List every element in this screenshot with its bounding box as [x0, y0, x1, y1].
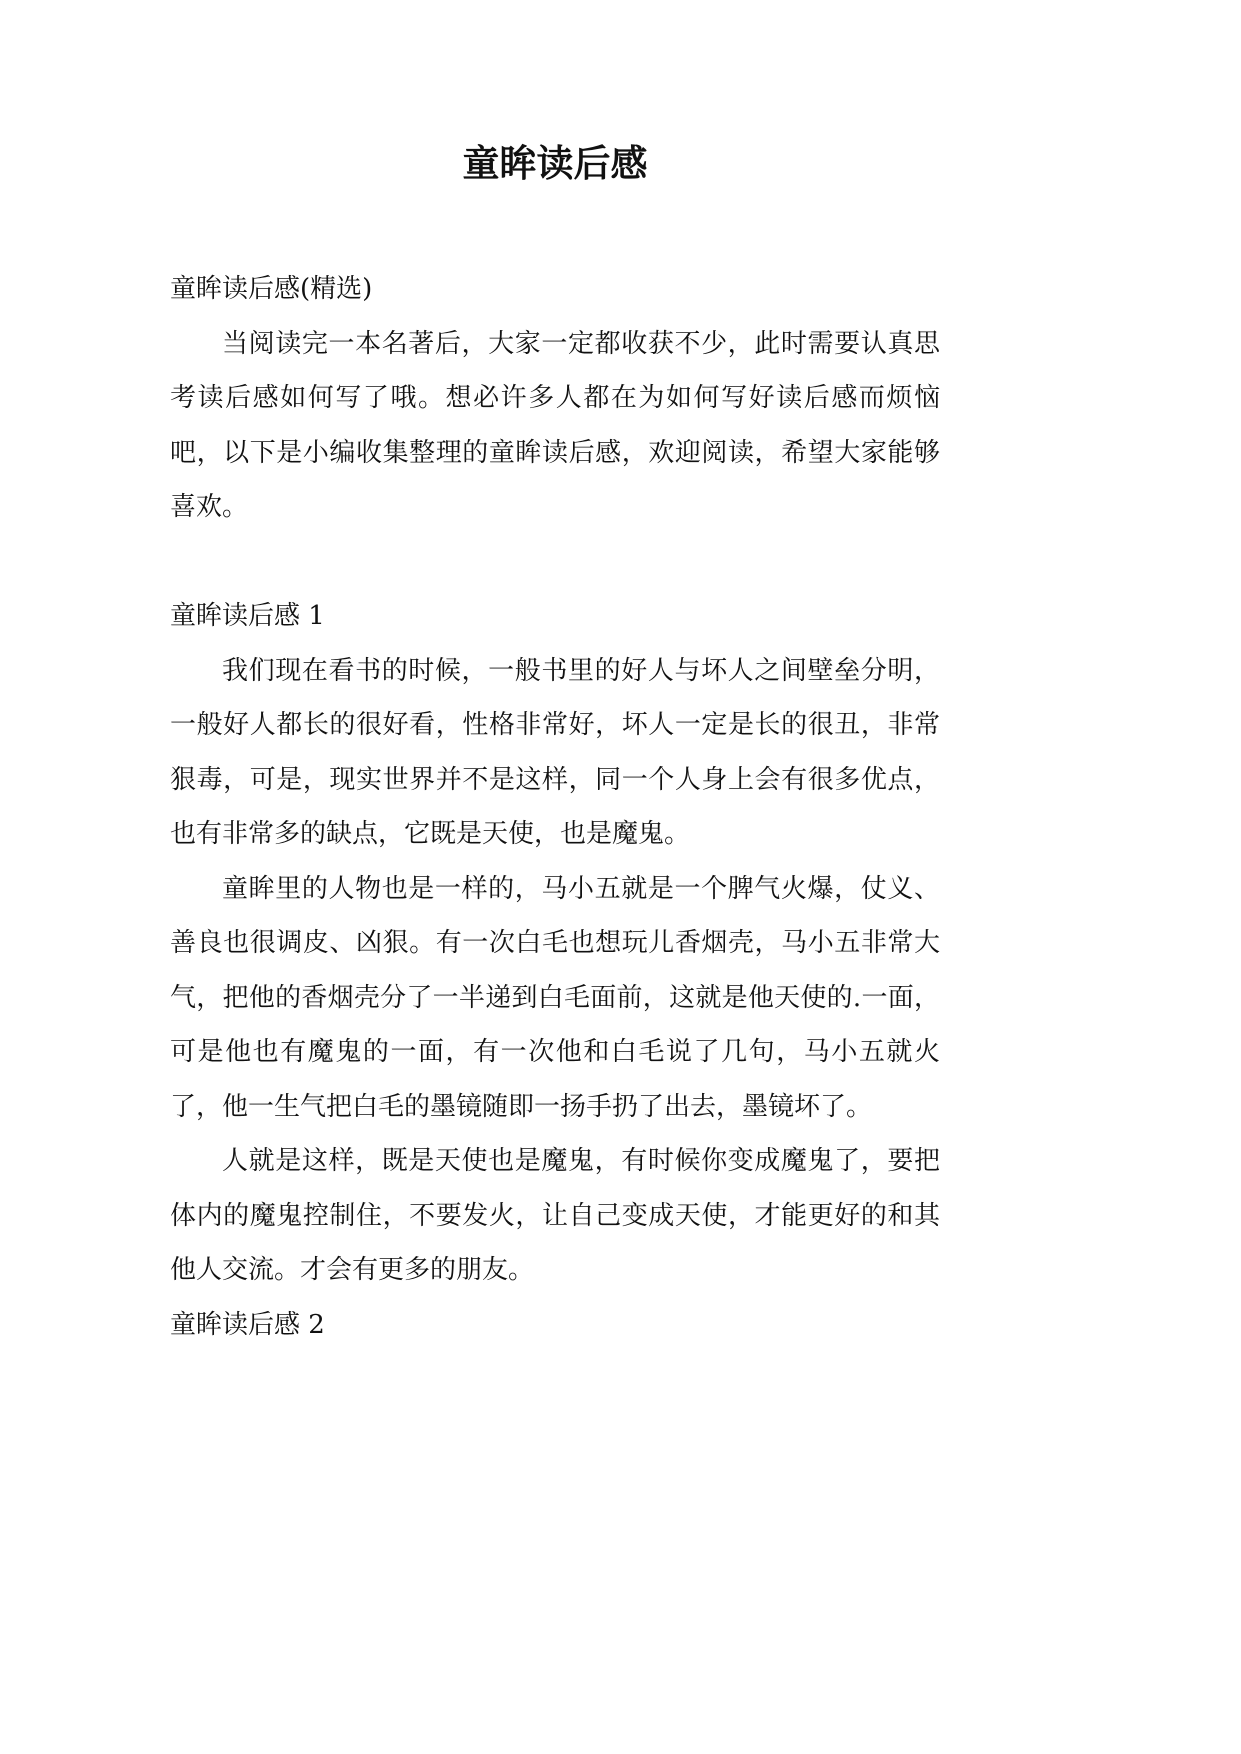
document-title: 童眸读后感: [462, 142, 648, 185]
intro-heading: 童眸读后感(精选): [170, 274, 373, 304]
intro-paragraph: 当阅读完一本名著后，大家一定都收获不少，此时需要认真思考读后感如何写了哦。想必许多人都在为如何写好读后感而烦恼吧，以下是小编收集整理的童眸读后感，欢迎阅读，希望大家能够喜欢。: [170, 328, 940, 522]
section-spacer: [170, 535, 940, 590]
section-1-paragraph-1: 我们现在看书的时候，一般书里的好人与坏人之间壁垒分明，一般好人都长的很好看，性格非常好，坏人一定是长的很丑，非常狠毒，可是，现实世界并不是这样，同一个人身上会有很多优点，也有非常多的缺点，它既是天使，也是魔鬼。: [170, 655, 940, 849]
section-1-paragraph-2: 童眸里的人物也是一样的，马小五就是一个脾气火爆，仗义、善良也很调皮、凶狠。有一次白毛也想玩儿香烟壳，马小五非常大气，把他的香烟壳分了一半递到白毛面前，这就是他天使的.一面，可是他也有魔鬼的一面，有一次他和白毛说了几句，马小五就火了，他一生气把白毛的墨镜随即一扬手扔了出去，墨镜坏了。: [170, 873, 940, 1122]
section-1-paragraph-3: 人就是这样，既是天使也是魔鬼，有时候你变成魔鬼了，要把体内的魔鬼控制住，不要发火，让自己变成天使，才能更好的和其他人交流。才会有更多的朋友。: [170, 1146, 940, 1285]
section-heading-1: 童眸读后感 1: [170, 601, 325, 631]
document-body: [170, 262, 940, 1352]
section-heading-2: 童眸读后感 2: [170, 1309, 325, 1340]
